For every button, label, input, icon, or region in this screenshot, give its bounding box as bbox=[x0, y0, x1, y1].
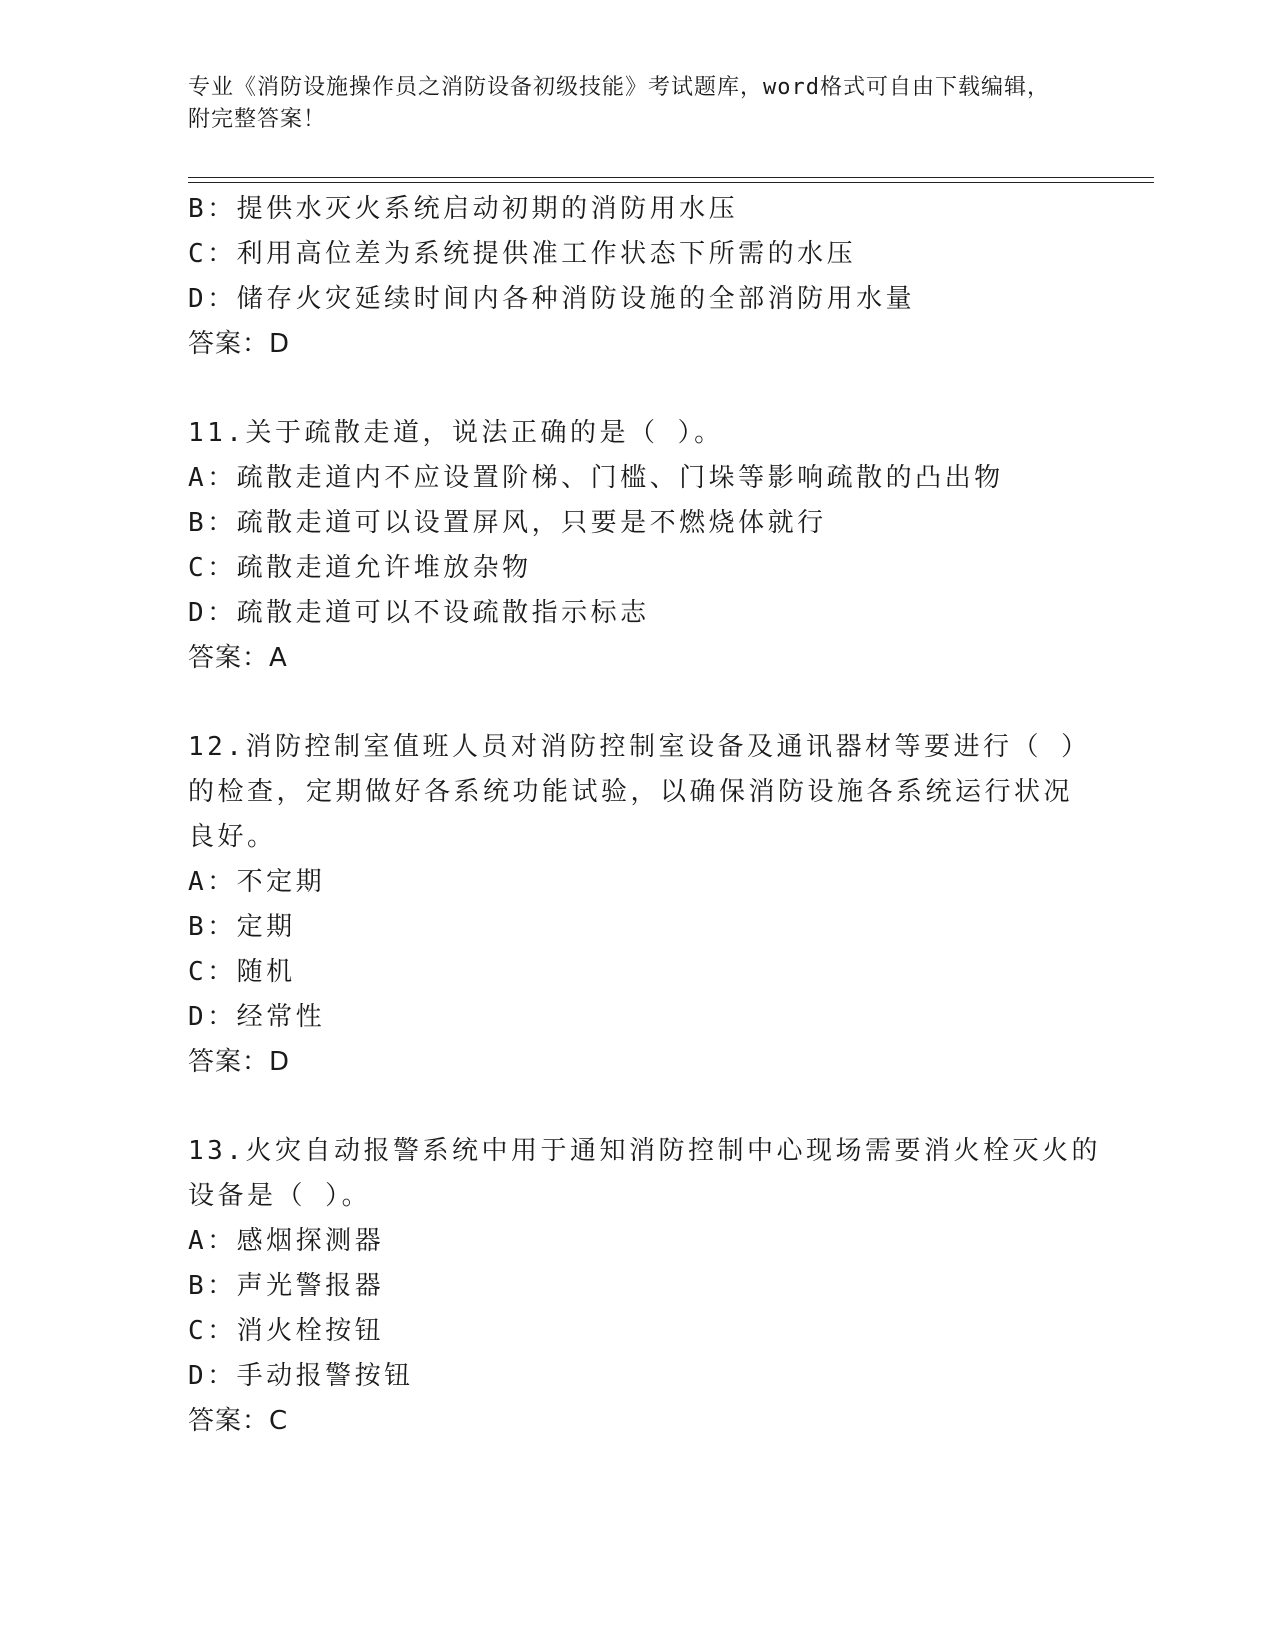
q12-option-c: C：随机 bbox=[188, 957, 296, 987]
q11-option-a: A：疏散走道内不应设置阶梯、门槛、门垛等影响疏散的凸出物 bbox=[188, 463, 1004, 493]
q11-option-d: D：疏散走道可以不设疏散指示标志 bbox=[188, 598, 650, 628]
q12-stem-line3: 良好。 bbox=[188, 822, 277, 852]
q10-option-c: C：利用高位差为系统提供准工作状态下所需的水压 bbox=[188, 239, 857, 269]
q12-option-d: D：经常性 bbox=[188, 1002, 326, 1032]
q13-option-b: B：声光警报器 bbox=[188, 1271, 385, 1301]
q13-stem-line2: 设备是（ ）。 bbox=[188, 1181, 372, 1211]
q13-stem-line1: 13.火灾自动报警系统中用于通知消防控制中心现场需要消火栓灭火的 bbox=[188, 1136, 1101, 1166]
q11-stem: 11.关于疏散走道，说法正确的是（ ）。 bbox=[188, 418, 724, 448]
document-header: 专业《消防设施操作员之消防设备初级技能》考试题库，word格式可自由下载编辑，附完整答案！ bbox=[188, 75, 1050, 132]
q11-option-b: B：疏散走道可以设置屏风，只要是不燃烧体就行 bbox=[188, 508, 827, 538]
q10-option-d: D：储存火灾延续时间内各种消防设施的全部消防用水量 bbox=[188, 284, 916, 314]
q11-answer: 答案：A bbox=[188, 643, 288, 673]
q12-stem-line2: 的检查，定期做好各系统功能试验，以确保消防设施各系统运行状况 bbox=[188, 777, 1074, 807]
q11-option-c: C：疏散走道允许堆放杂物 bbox=[188, 553, 532, 583]
q12-option-b: B：定期 bbox=[188, 912, 296, 942]
q12-option-a: A：不定期 bbox=[188, 867, 326, 897]
q13-option-c: C：消火栓按钮 bbox=[188, 1316, 385, 1346]
header-rule-top bbox=[188, 177, 1154, 178]
q10-answer: 答案：D bbox=[188, 329, 291, 359]
q12-stem-line1: 12.消防控制室值班人员对消防控制室设备及通讯器材等要进行（ ） bbox=[188, 732, 1091, 762]
q10-option-b: B：提供水灭火系统启动初期的消防用水压 bbox=[188, 194, 739, 224]
q13-answer: 答案：C bbox=[188, 1406, 289, 1436]
q13-option-d: D：手动报警按钮 bbox=[188, 1361, 414, 1391]
q12-answer: 答案：D bbox=[188, 1047, 291, 1077]
header-rule-bottom bbox=[188, 182, 1154, 183]
q13-option-a: A：感烟探测器 bbox=[188, 1226, 385, 1256]
